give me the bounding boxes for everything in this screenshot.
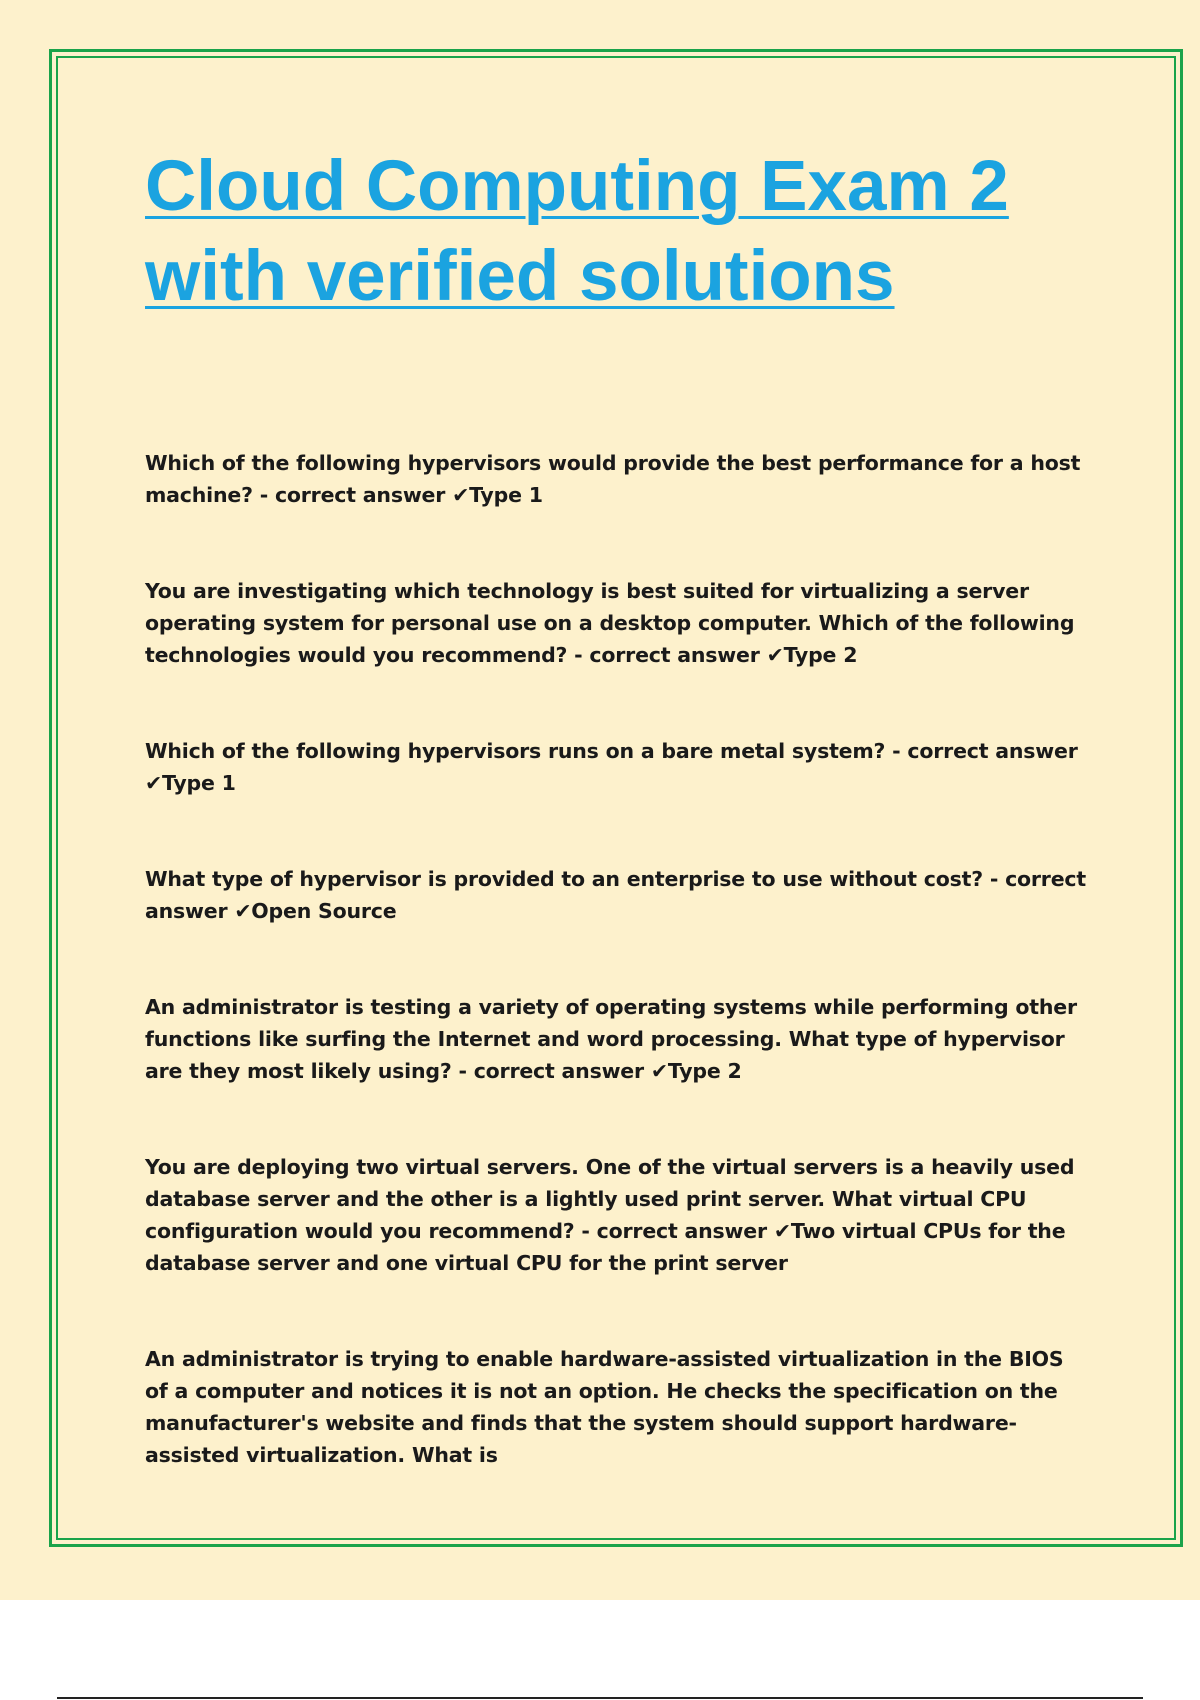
question-item-6: You are deploying two virtual servers. One of the virtual servers is a heavily used database server and the other is a lightly used print server. What virtual CPU configuration would you recommend? - correct answer ✔Two virtual CPUs for the database server and one virtual CPU for the print server <box>145 1155 1075 1275</box>
question-item-3: Which of the following hypervisors runs on a bare metal system? - correct answer ✔Type 1 <box>145 739 1078 795</box>
question-item-4: What type of hypervisor is provided to an enterprise to use without cost? - correct answer ✔Open Source <box>145 867 1086 923</box>
question-item-2: You are investigating which technology is best suited for virtualizing a server operating system for personal use on a desktop computer. Which of the following technologies would you recommend? - correct answer ✔Type 2 <box>145 579 1075 667</box>
question-item-7: An administrator is trying to enable hardware-assisted virtualization in the BIOS of a computer and notices it is not an option. He checks the specification on the manufacturer's website and finds that the system should support hardware-assisted virtualization. What is <box>145 1347 1064 1467</box>
question-list <box>145 447 1090 1535</box>
document-title[interactable]: Cloud Computing Exam 2 with verified solutions <box>145 147 1009 316</box>
question-item-1: Which of the following hypervisors would provide the best performance for a host machine? - correct answer ✔Type 1 <box>145 451 1081 507</box>
question-item-5: An administrator is testing a variety of operating systems while performing other functions like surfing the Internet and word processing. What type of hypervisor are they most likely using? - correct answer ✔Type 2 <box>145 995 1077 1083</box>
footer-divider <box>57 1697 1143 1699</box>
